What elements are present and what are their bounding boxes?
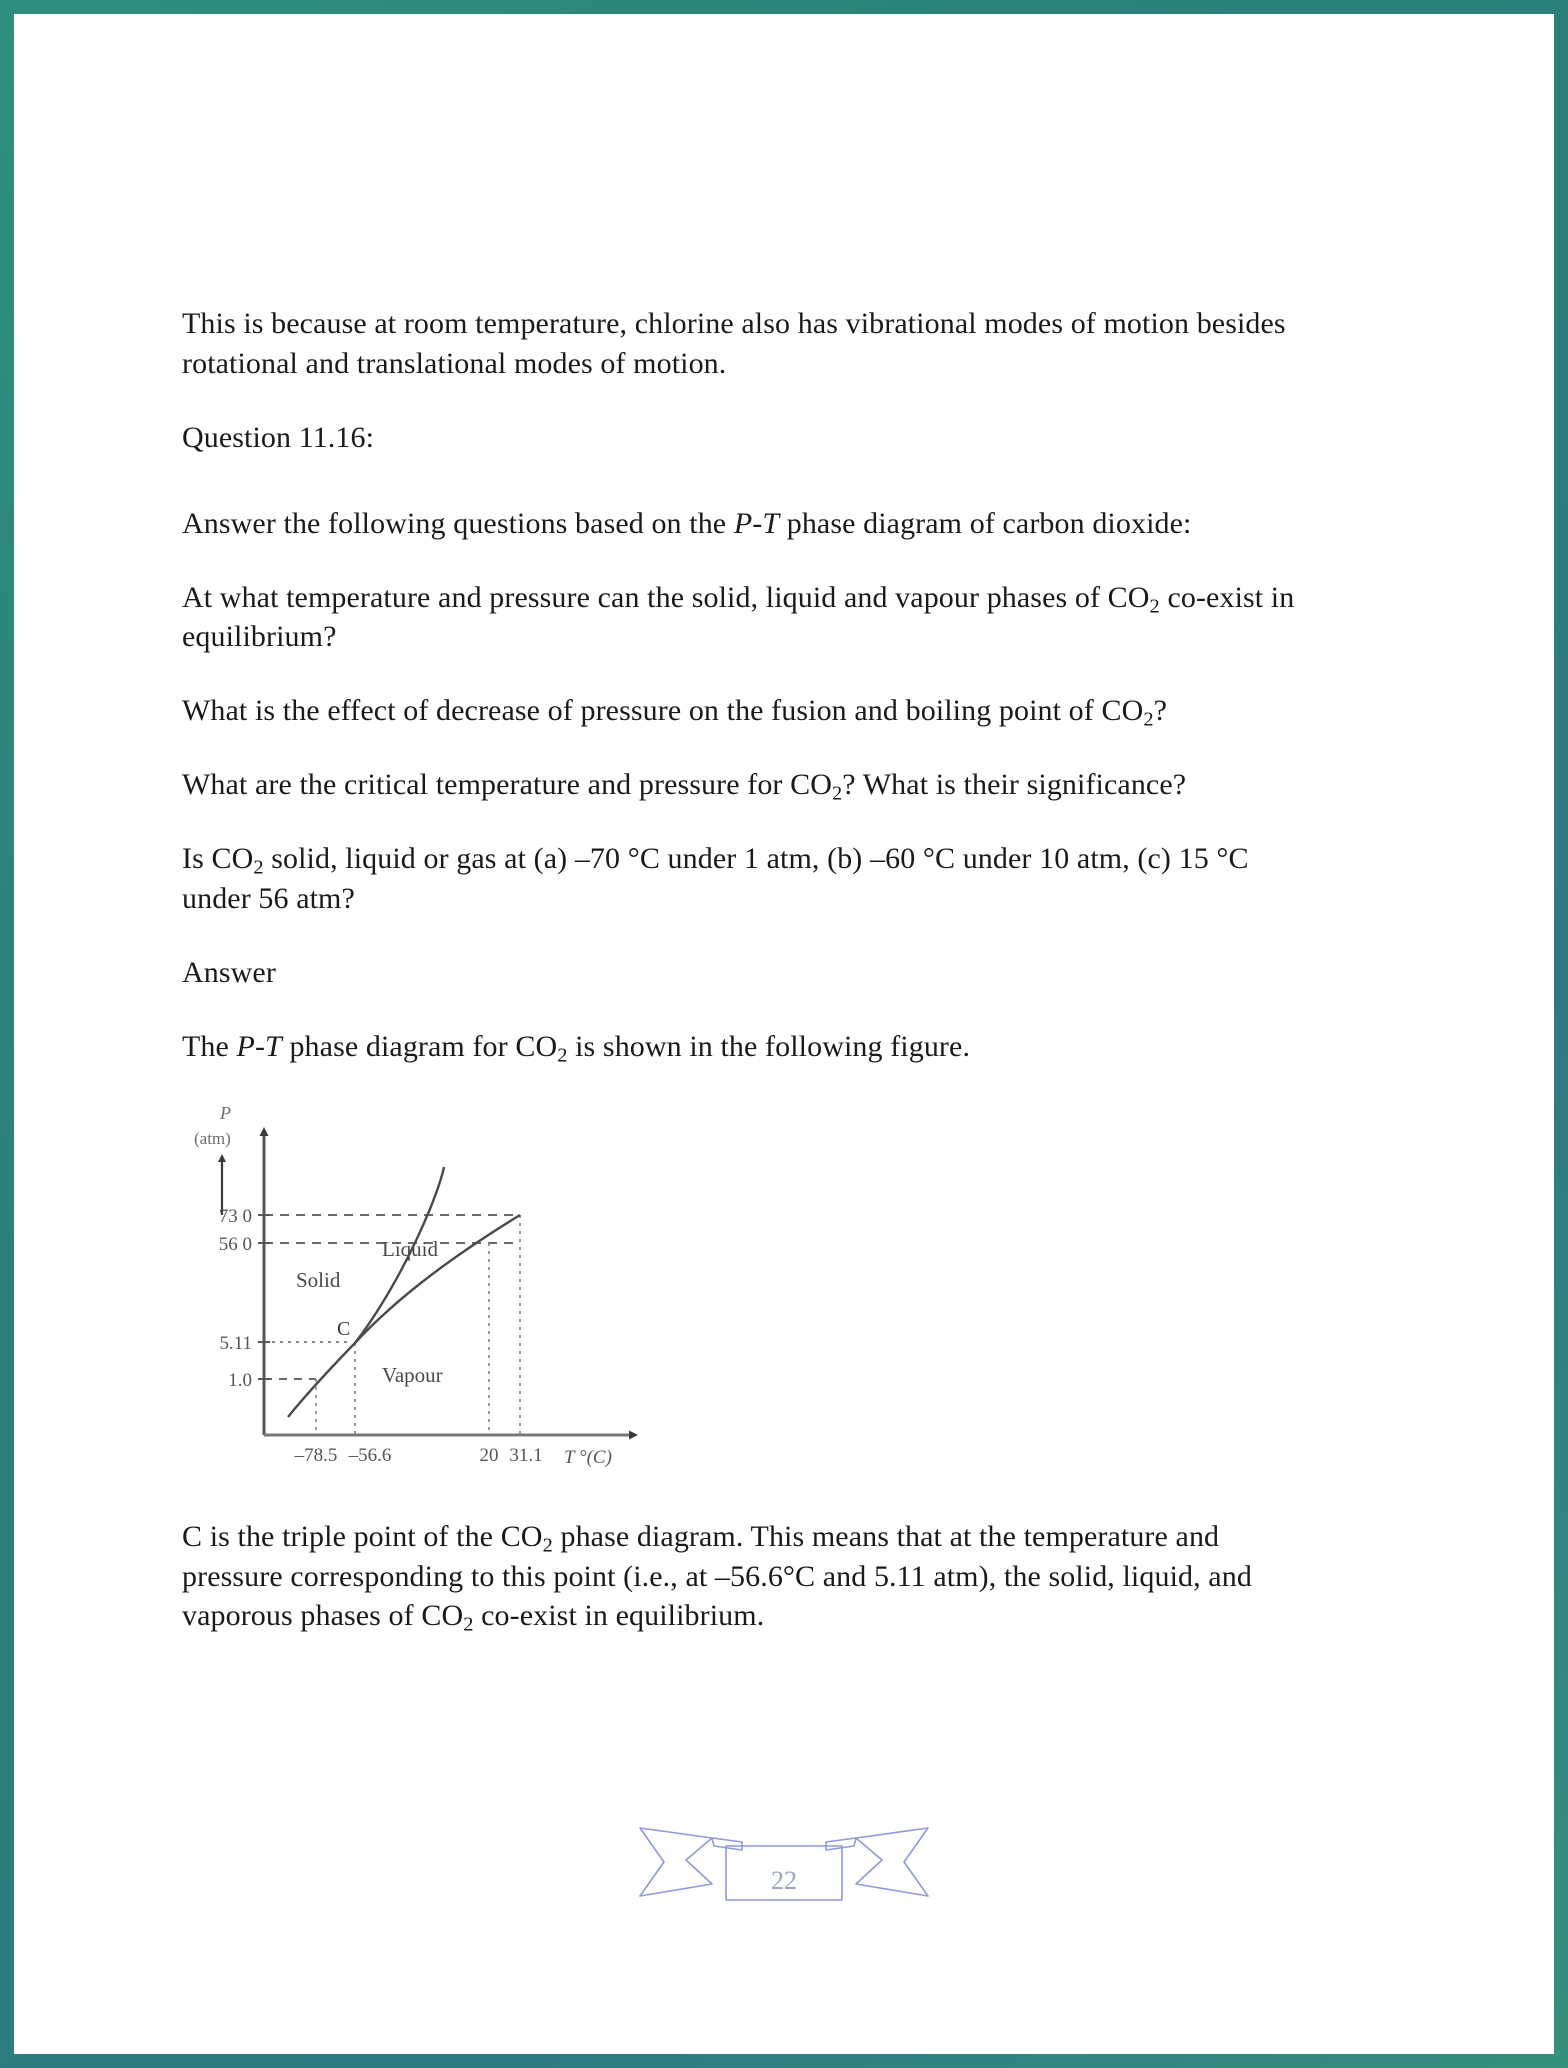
text-run: This is because at room temperature, chlorine also has vibrational modes of motion besides rotational and translational modes of motion. [182,307,1286,380]
text-run: phase diagram for CO [281,1029,558,1063]
subscript: 2 [253,856,264,879]
text-run: Answer [182,955,276,989]
footer-page-ribbon [14,1814,1554,1924]
text-run: is shown in the following figure. [567,1029,971,1063]
pt-phase-diagram-figure [192,1097,712,1477]
subscript: 2 [1143,709,1154,732]
text-run: phase diagram of carbon dioxide: [779,506,1192,540]
region-label-solid: Solid [296,1267,341,1292]
question-heading [182,418,1302,458]
text-run: solid, liquid or gas at (a) –70 °C under 1 atm, (b) –60 °C under 10 atm, (c) 15 °C under 56 atm? [182,842,1249,916]
x-tick-label-minus785: –78.5 [294,1444,338,1466]
text-run: What are the critical temperature and pressure for CO [182,768,832,802]
subscript: 2 [557,1044,568,1067]
text-run: Answer the following questions based on the [182,506,734,540]
region-label-vapour: Vapour [382,1362,443,1387]
text-run: Is CO [182,842,254,876]
ribbon-fold-left [712,1838,742,1850]
text-run: The [182,1029,237,1063]
triple-point-label-C: C [337,1317,351,1340]
paragraph-question-b [182,691,1302,731]
y-axis-units: (atm) [194,1128,231,1148]
x-tick-label-20: 20 [479,1444,499,1466]
text-run: Question 11.16: [182,420,375,454]
text-run: ? What is their significance? [842,768,1187,802]
text-run: C is the triple point of the CO [182,1519,543,1553]
math-PT: P-T [236,1029,282,1063]
text-run: co-exist in equilibrium? [182,580,1295,654]
paragraph-triple-point-explanation [182,1517,1302,1637]
region-label-liquid: Liquid [382,1236,438,1261]
text-run: co-exist in equilibrium. [473,1599,765,1633]
ribbon-tail-left [640,1828,712,1896]
paragraph-figure-lead [182,1027,1302,1067]
phase-diagram-svg [192,1097,712,1477]
y-tick-label-73: 73 0 [218,1205,252,1227]
y-tick-label-511: 5.11 [219,1332,252,1354]
subscript: 2 [463,1614,474,1637]
text-run: phase diagram. This means that at the temperature and pressure corresponding to this point (i.e., at –56.6°C and 5.11 atm), the solid, liquid, and vaporous phases of CO [182,1519,1252,1633]
text-run: ? [1153,694,1168,728]
paragraph-question-d [182,839,1302,919]
x-tick-label-minus566: –56.6 [348,1444,392,1466]
text-run: At what temperature and pressure can the solid, liquid and vapour phases of CO [182,580,1150,614]
paragraph-question-intro [182,504,1302,544]
paragraph-intro [182,304,1302,384]
y-axis-symbol: P [220,1102,231,1123]
page-number: 22 [771,1866,797,1895]
ribbon-fold-right [826,1838,856,1850]
answer-heading [182,953,1302,993]
math-PT: P-T [733,506,780,540]
text-run: What is the effect of decrease of pressure on the fusion and boiling point of CO [182,694,1144,728]
subscript: 2 [832,782,843,805]
page-sheet [14,14,1554,2054]
x-tick-label-311: 31.1 [509,1444,543,1466]
paragraph-question-a [182,578,1302,658]
x-axis-title: T °(C) [564,1446,612,1468]
y-tick-label-1: 1.0 [228,1369,252,1391]
document-body [182,304,1302,1670]
ribbon-tail-right [856,1828,928,1896]
y-tick-label-56: 56 0 [218,1233,252,1255]
subscript: 2 [1149,595,1160,618]
subscript: 2 [542,1534,553,1557]
paragraph-question-c [182,765,1302,805]
